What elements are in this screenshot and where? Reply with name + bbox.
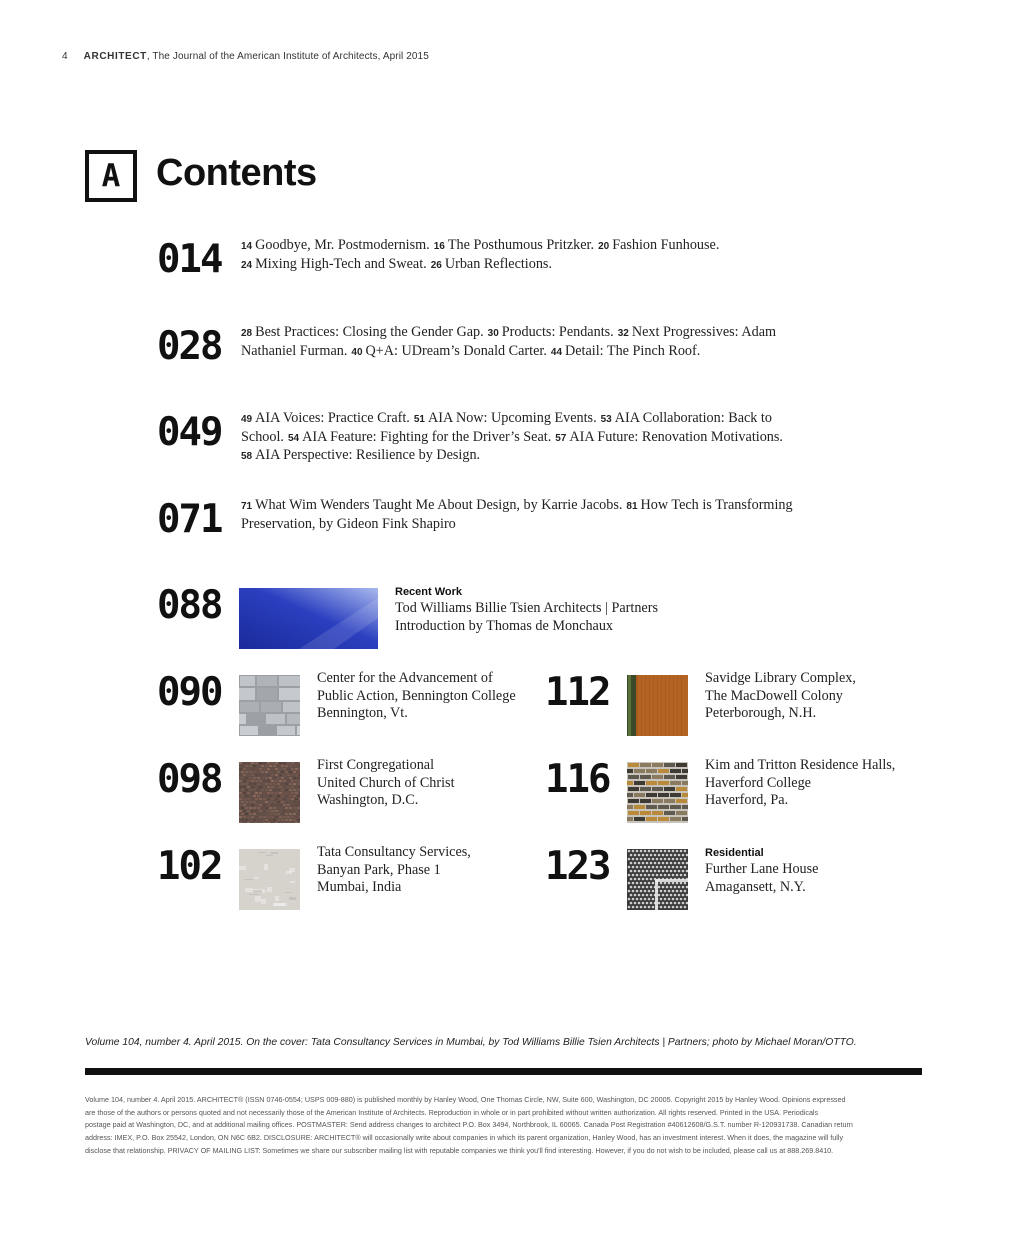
feature-line: Kim and Tritton Residence Halls, <box>705 757 896 773</box>
article-page-number: 28 <box>241 328 253 339</box>
section-line <box>241 237 841 256</box>
section-page-number: 014 <box>157 237 222 282</box>
feature-line: Haverford College <box>705 774 811 791</box>
legal-line: postage paid at Washington, DC, and at additional mailing offices. POSTMASTER: Send address changes to architect P.O. Box 3494, Northbrook, IL 60065. Canada Post Registration #40612608/G.S.T. number R-120931738. Canadian return <box>85 1120 853 1130</box>
article-page-number: 32 <box>617 328 629 339</box>
section-items <box>241 237 841 274</box>
article-page-number: 49 <box>241 414 253 425</box>
article-page-number: 57 <box>555 432 567 444</box>
marble-thumbnail <box>239 849 300 910</box>
article-title[interactable]: Nathaniel Furman. <box>241 342 348 359</box>
feature-text <box>705 844 935 896</box>
feature-line: Further Lane House <box>705 861 819 877</box>
perforated-screen-thumbnail <box>627 849 688 910</box>
divider-rule <box>85 1068 922 1075</box>
section-line <box>241 429 841 448</box>
feature-line: Banyan Park, Phase 1 <box>317 861 441 878</box>
article-title[interactable]: What Wim Wenders Taught Me About Design, by Karrie Jacobs. <box>255 497 623 513</box>
article-title[interactable]: AIA Future: Renovation Motivations. <box>569 428 783 445</box>
article-title[interactable]: Fashion Funhouse. <box>612 237 720 253</box>
feature-line: Bennington, Vt. <box>317 705 408 721</box>
article-title[interactable]: Detail: The Pinch Roof. <box>565 342 701 359</box>
legal-notice <box>85 1094 927 1158</box>
section-items <box>241 324 841 361</box>
feature-line: First Congregational <box>317 757 435 773</box>
feature-page-number: 088 <box>157 583 222 628</box>
magazine-subtitle: , The Journal of the American Institute of Architects, April 2015 <box>146 51 429 62</box>
article-page-number: 44 <box>550 346 563 358</box>
legal-line: are those of the authors or persons quoted and not necessarily those of the American Institute of Architects. Reproduction in whole or in part prohibited without written authorization. All rights reserved. Printed in the USA. Periodicals <box>85 1107 819 1117</box>
article-page-number: 20 <box>598 241 610 252</box>
section-line <box>241 447 841 466</box>
article-page-number: 14 <box>241 241 253 252</box>
brick-texture-thumbnail <box>239 762 300 823</box>
article-page-number: 16 <box>433 241 445 252</box>
feature-page-number: 123 <box>545 844 610 889</box>
section-items <box>241 497 841 533</box>
feature-text <box>705 670 935 723</box>
wood-panel-thumbnail <box>627 675 688 736</box>
article-title[interactable]: School. <box>241 428 284 445</box>
feature-line: The MacDowell Colony <box>705 687 843 704</box>
feature-page-number: 090 <box>157 670 222 715</box>
feature-text <box>317 757 547 810</box>
brick-wall-thumbnail <box>627 762 688 823</box>
feature-line: Washington, D.C. <box>317 792 419 808</box>
article-title[interactable]: Q+A: UDream’s Donald Carter. <box>365 342 547 359</box>
section-page-number: 049 <box>157 410 222 455</box>
article-page-number: 26 <box>430 259 442 271</box>
legal-line: disclose that relationship. PRIVACY OF MAILING LIST: Sometimes we share our subscriber mailing list with reputable companies we think you'll find interesting. However, if you do not wish to be included, please call us at 888.269.8410. <box>85 1145 834 1155</box>
stone-wall-thumbnail <box>239 675 300 736</box>
feature-line: Peterborough, N.H. <box>705 705 817 721</box>
page-title: Contents <box>156 152 317 194</box>
article-title[interactable]: Urban Reflections. <box>444 255 553 272</box>
section-page-number: 028 <box>157 324 222 369</box>
section-line <box>241 324 841 343</box>
article-page-number: 40 <box>351 346 363 358</box>
article-title[interactable]: The Posthumous Pritzker. <box>447 237 595 253</box>
feature-line: Center for the Advancement of <box>317 670 493 686</box>
cover-caption: Volume 104, number 4. April 2015. On the cover: Tata Consultancy Services in Mumbai, by Tod Williams Billie Tsien Architects | Partners; photo by Michael Moran/OTTO. <box>85 1037 857 1048</box>
article-title[interactable]: Best Practices: Closing the Gender Gap. <box>255 324 484 340</box>
feature-page-number: 112 <box>545 670 610 715</box>
feature-page-number: 098 <box>157 757 222 802</box>
article-title[interactable]: AIA Now: Upcoming Events. <box>427 410 597 426</box>
article-title[interactable]: AIA Feature: Fighting for the Driver’s Seat. <box>302 428 552 445</box>
section-line <box>241 256 841 275</box>
article-title[interactable]: How Tech is Transforming <box>640 497 793 513</box>
architect-logo <box>85 150 137 202</box>
feature-text <box>317 670 547 723</box>
section-line <box>241 343 841 362</box>
feature-kicker: Recent Work <box>395 586 463 598</box>
feature-kicker: Residential <box>705 847 764 859</box>
article-page-number: 58 <box>241 451 253 462</box>
feature-page-number: 102 <box>157 844 222 889</box>
feature-line: United Church of Christ <box>317 774 455 791</box>
feature-subtitle: Introduction by Thomas de Monchaux <box>395 617 614 634</box>
legal-line: Volume 104, number 4. April 2015. ARCHITECT® (ISSN 0746-0554; USPS 009-880) is published monthly by Hanley Wood, One Thomas Circle, NW, Suite 600, Washington, DC 20005. Copyright 2015 by Hanley Wood. Opinions expressed <box>85 1095 846 1104</box>
article-title[interactable]: Goodbye, Mr. Postmodernism. <box>255 237 430 253</box>
section-page-number: 071 <box>157 497 222 542</box>
article-title[interactable]: Products: Pendants. <box>501 324 614 340</box>
article-title[interactable]: Preservation, by Gideon Fink Shapiro <box>241 515 456 532</box>
feature-line: Public Action, Bennington College <box>317 687 516 704</box>
feature-text <box>705 757 935 810</box>
article-page-number: 30 <box>487 328 499 339</box>
article-page-number: 51 <box>413 414 425 425</box>
article-page-number: 24 <box>241 259 253 271</box>
section-line <box>241 410 841 429</box>
feature-line: Mumbai, India <box>317 879 402 895</box>
section-line <box>241 516 841 534</box>
article-title[interactable]: Mixing High-Tech and Sweat. <box>255 255 427 272</box>
article-page-number: 71 <box>241 501 253 512</box>
section-items <box>241 410 841 466</box>
feature-line: Amagansett, N.Y. <box>705 878 806 895</box>
feature-line: Tata Consultancy Services, <box>317 844 471 860</box>
article-page-number: 53 <box>600 414 612 425</box>
article-title[interactable]: AIA Voices: Practice Craft. <box>255 410 410 426</box>
magazine-name: ARCHITECT <box>83 51 147 62</box>
article-page-number: 81 <box>626 501 638 512</box>
section-line <box>241 497 841 516</box>
page-number: 4 <box>62 51 68 62</box>
article-title[interactable]: AIA Perspective: Resilience by Design. <box>255 447 481 463</box>
legal-line: address: IMEX, P.O. Box 25542, London, ON N6C 6B2. DISCLOSURE: ARCHITECT® will occasionally write about companies in which its parent organization, Hanley Wood, has an investment interest. When it does, the magazine will fully <box>85 1133 844 1143</box>
feature-line: Haverford, Pa. <box>705 792 789 808</box>
running-header <box>62 51 429 62</box>
recent-work-thumbnail <box>239 588 378 649</box>
feature-title: Tod Williams Billie Tsien Architects | Partners <box>395 600 658 616</box>
logo-letter: A <box>101 158 121 194</box>
feature-line: Savidge Library Complex, <box>705 670 856 686</box>
feature-page-number: 116 <box>545 757 610 802</box>
article-page-number: 54 <box>287 432 300 444</box>
article-title[interactable]: AIA Collaboration: Back to <box>614 410 772 426</box>
article-title[interactable]: Next Progressives: Adam <box>631 324 777 340</box>
feature-text <box>317 844 547 897</box>
